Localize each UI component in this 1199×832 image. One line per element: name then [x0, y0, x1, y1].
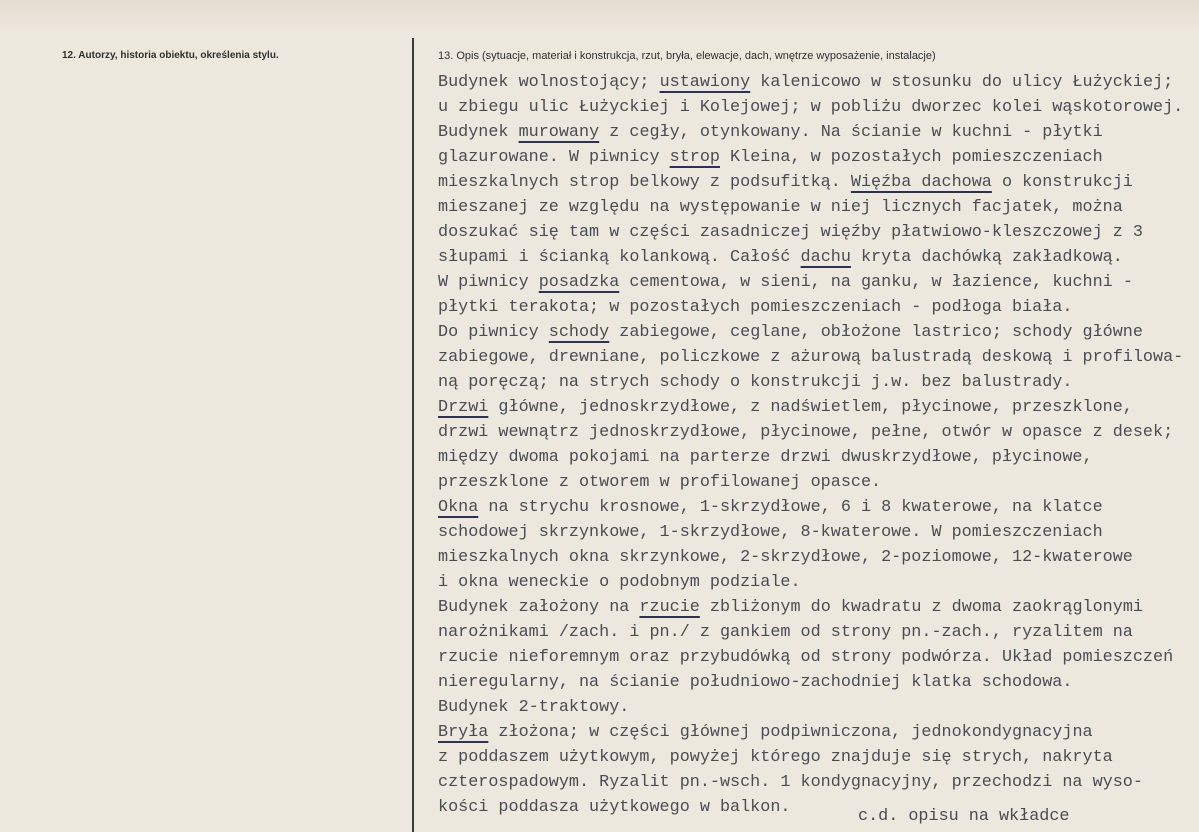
text-line: i okna weneckie o podobnym podziale.: [438, 573, 801, 592]
field-12-heading: 12. Autorzy, historia obiektu, określenia stylu.: [62, 50, 279, 61]
text-line: nieregularny, na ścianie południowo-zachodniej klatka schodowa.: [438, 673, 1073, 692]
text-line: [438, 320, 1183, 345]
underlined-keyword: Drzwi: [438, 398, 489, 417]
text-line: ną poręczą; na strych schody o konstrukcji j.w. bez balustrady.: [438, 373, 1073, 392]
text-line: narożnikami /zach. i pn./ z gankiem od strony pn.-zach., ryzalitem na: [438, 623, 1133, 642]
text-line: doszukać się tam w części zasadniczej więźby płatwiowo-kleszczowej z 3: [438, 223, 1143, 242]
text-line: płytki terakota; w pozostałych pomieszczeniach - podłoga biała.: [438, 298, 1073, 317]
text-line: Budynek 2-traktowy.: [438, 698, 630, 717]
text-line: schodowej skrzynkowe, 1-skrzydłowe, 8-kwaterowe. W pomieszczeniach: [438, 523, 1103, 542]
text-segment: glazurowane. W piwnicy: [438, 148, 670, 167]
underlined-keyword: Bryła: [438, 723, 489, 742]
underlined-keyword: Okna: [438, 498, 479, 517]
text-line: [438, 245, 1183, 270]
text-line: mieszkalnych okna skrzynkowe, 2-skrzydłowe, 2-poziomowe, 12-kwaterowe: [438, 548, 1133, 567]
text-segment: zabiegowe, ceglane, obłożone lastrico; schody główne: [609, 323, 1143, 342]
continuation-note: c.d. opisu na wkładce: [858, 807, 1070, 826]
text-segment: Kleina, w pozostałych pomieszczeniach: [719, 148, 1103, 167]
underlined-keyword: Więźba dachowa: [850, 173, 992, 192]
text-line: [438, 595, 1183, 620]
text-line: [438, 120, 1183, 145]
text-line: czterospadowym. Ryzalit pn.-wsch. 1 kondygnacyjny, przechodzi na wyso-: [438, 773, 1143, 792]
text-segment: złożona; w części głównej podpiwniczona, jednokondygnacyjna: [488, 723, 1093, 742]
underlined-keyword: posadzka: [538, 273, 620, 292]
text-line: kości poddasza użytkowego w balkon.: [438, 798, 791, 817]
underlined-keyword: ustawiony: [659, 73, 751, 92]
underlined-keyword: strop: [669, 148, 720, 167]
text-segment: W piwnicy: [438, 273, 539, 292]
text-segment: mieszkalnych strop belkowy z podsufitką.: [438, 173, 851, 192]
column-divider: [412, 38, 414, 832]
field-13-heading: 13. Opis (sytuacje, materiał i konstrukcja, rzut, bryła, elewacje, dach, wnętrze wyposażenie, instalacje): [438, 50, 936, 62]
text-line: przeszklone z otworem w profilowanej opasce.: [438, 473, 882, 492]
text-segment: Budynek założony na: [438, 598, 640, 617]
text-segment: zbliżonym do kwadratu z dwoma zaokrąglonymi: [699, 598, 1143, 617]
text-line: u zbiegu ulic Łużyckiej i Kolejowej; w pobliżu dworzec kolei wąskotorowej.: [438, 98, 1184, 117]
text-segment: słupami i ścianką kolankową. Całość: [438, 248, 801, 267]
text-segment: kryta dachówką zakładkową.: [850, 248, 1123, 267]
text-segment: główne, jednoskrzydłowe, z nadświetlem, płycinowe, przeszklone,: [488, 398, 1133, 417]
text-line: [438, 495, 1183, 520]
text-line: z poddaszem użytkowym, powyżej którego znajduje się strych, nakryta: [438, 748, 1113, 767]
text-segment: Budynek: [438, 123, 519, 142]
text-line: [438, 270, 1183, 295]
text-segment: kalenicowo w stosunku do ulicy Łużyckiej;: [750, 73, 1174, 92]
underlined-keyword: murowany: [518, 123, 600, 142]
text-line: [438, 395, 1183, 420]
text-segment: cementowa, w sieni, na ganku, w łazience, kuchni -: [619, 273, 1133, 292]
underlined-keyword: schody: [548, 323, 610, 342]
text-line: [438, 720, 1183, 745]
text-line: mieszanej ze względu na występowanie w niej licznych facjatek, można: [438, 198, 1123, 217]
text-segment: o konstrukcji: [991, 173, 1133, 192]
text-segment: na strychu krosnowe, 1-skrzydłowe, 6 i 8 kwaterowe, na klatce: [478, 498, 1103, 517]
field-13-typed-description: [438, 70, 1183, 820]
text-line: [438, 145, 1183, 170]
underlined-keyword: dachu: [800, 248, 851, 267]
text-line: zabiegowe, drewniane, policzkowe z ażurową balustradą deskową i profilowa-: [438, 348, 1184, 367]
text-line: [438, 170, 1183, 195]
text-line: rzucie nieforemnym oraz przybudówką od strony podwórza. Układ pomieszczeń: [438, 648, 1174, 667]
text-segment: z cegły, otynkowany. Na ścianie w kuchni - płytki: [599, 123, 1103, 142]
text-line: między dwoma pokojami na parterze drzwi dwuskrzydłowe, płycinowe,: [438, 448, 1093, 467]
underlined-keyword: rzucie: [639, 598, 700, 617]
text-segment: Do piwnicy: [438, 323, 549, 342]
text-line: [438, 70, 1183, 95]
text-segment: Budynek wolnostojący;: [438, 73, 660, 92]
text-line: drzwi wewnątrz jednoskrzydłowe, płycinowe, pełne, otwór w opasce z desek;: [438, 423, 1174, 442]
